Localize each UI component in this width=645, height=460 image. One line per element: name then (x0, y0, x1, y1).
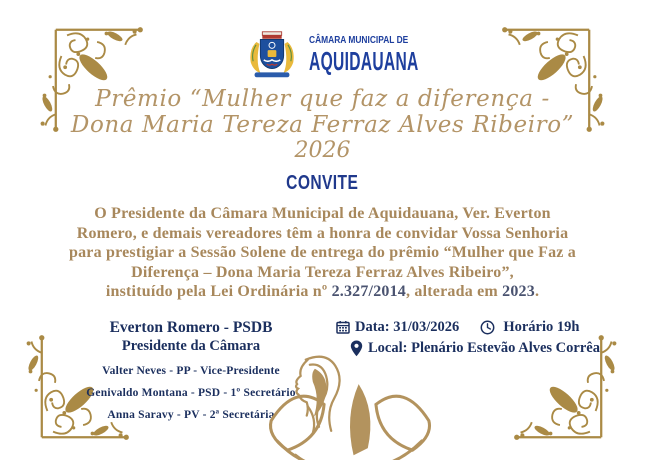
header (0, 29, 645, 82)
convite-heading (0, 172, 645, 195)
award-title-line1: Prêmio “Mulher que faz a diferença - (95, 86, 550, 112)
convite-heading-text: CONVITE (286, 172, 359, 194)
org-name (309, 34, 419, 77)
body-line: O Presidente da Câmara Municipal de Aquidauana, Ver. Everton (94, 205, 551, 222)
award-title-line2: Dona Maria Tereza Ferraz Alves Ribeiro” (70, 112, 575, 138)
official-member: Valter Neves - PP - Vice-Presidente (102, 365, 280, 377)
clock-icon (480, 320, 495, 335)
calendar-icon (336, 320, 350, 334)
woman-lotus-illustration (261, 351, 439, 460)
body-line: Romero, e demais vereadores têm a honra de convidar Vossa Senhoria (76, 224, 569, 242)
event-date: Data: 31/03/2026 (355, 319, 460, 335)
president-name: Everton Romero - PSDB (109, 319, 273, 336)
law-number: 2.327/2014 (331, 283, 407, 300)
award-title (0, 86, 645, 164)
body-line5-text: instituído pela Lei Ordinária nº (105, 283, 332, 300)
org-name-line1: CÂMARA MUNICIPAL DE (309, 34, 409, 46)
body-line: para prestigiar a Sessão Solene de entrega do prêmio “Mulher que Faz a (68, 244, 576, 261)
body-line5-text: . (534, 283, 540, 300)
president-title: Presidente da Câmara (121, 338, 261, 354)
body-line: Diferença – Dona Maria Tereza Ferraz Alves Ribeiro”, (131, 263, 514, 281)
body-line (0, 282, 645, 302)
coat-of-arms-logo (242, 29, 302, 82)
official-member: Genivaldo Montana - PSD - 1º Secretário (86, 387, 296, 399)
event-time-group (480, 317, 579, 337)
invitation-body (0, 204, 645, 302)
org-name-line2: AQUIDAUANA (309, 46, 419, 76)
award-title-year: 2026 (294, 138, 351, 163)
law-year: 2023 (502, 283, 535, 300)
event-time: Horário 19h (503, 319, 580, 335)
body-line5-text: , alterada em (406, 283, 503, 300)
official-member: Anna Saravy - PV - 2ª Secretária (107, 409, 275, 421)
event-date-row (336, 317, 600, 337)
event-location: Local: Plenário Estevão Alves Corrêa (368, 340, 600, 356)
